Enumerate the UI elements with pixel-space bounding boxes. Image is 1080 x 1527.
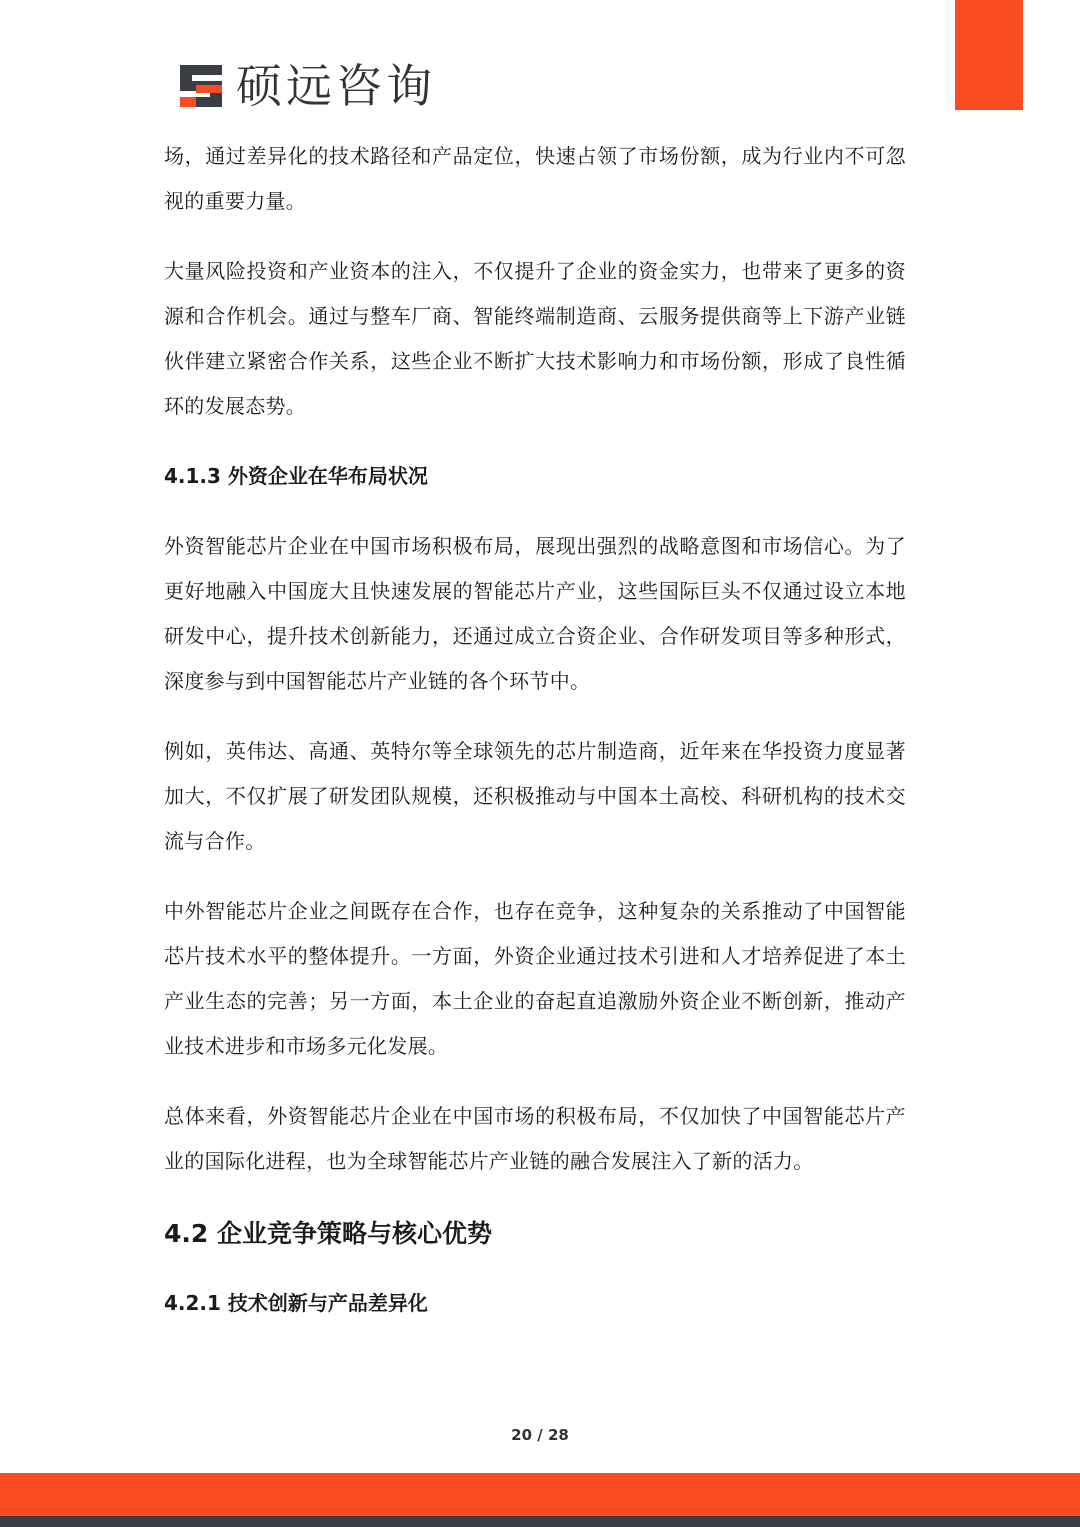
company-logo bbox=[176, 58, 436, 114]
page-number: 20 / 28 bbox=[511, 1426, 569, 1444]
paragraph: 外资智能芯片企业在中国市场积极布局，展现出强烈的战略意图和市场信心。为了更好地融入中国庞大且快速发展的智能芯片产业，这些国际巨头不仅通过设立本地研发中心，提升技术创新能力，还通过成立合资企业、合作研发项目等多种形式，深度参与到中国智能芯片产业链的各个环节中。 bbox=[164, 534, 906, 693]
paragraph: 中外智能芯片企业之间既存在合作，也存在竞争，这种复杂的关系推动了中国智能芯片技术水平的整体提升。一方面，外资企业通过技术引进和人才培养促进了本土产业生态的完善；另一方面，本土企业的奋起直追激励外资企业不断创新，推动产业技术进步和市场多元化发展。 bbox=[164, 899, 906, 1058]
section-heading-4-2: 4.2 企业竞争策略与核心优势 bbox=[164, 1219, 492, 1248]
footer-dark-line bbox=[0, 1516, 1080, 1527]
company-name: 硕远咨询 bbox=[236, 59, 436, 113]
paragraph: 大量风险投资和产业资本的注入，不仅提升了企业的资金实力，也带来了更多的资源和合作机会。通过与整车厂商、智能终端制造商、云服务提供商等上下游产业链伙伴建立紧密合作关系，这些企业不断扩大技术影响力和市场份额，形成了良性循环的发展态势。 bbox=[164, 259, 906, 418]
main-content bbox=[164, 134, 906, 1351]
paragraph: 总体来看，外资智能芯片企业在中国市场的积极布局，不仅加快了中国智能芯片产业的国际化进程，也为全球智能芯片产业链的融合发展注入了新的活力。 bbox=[164, 1104, 906, 1173]
paragraph: 场，通过差异化的技术路径和产品定位，快速占领了市场份额，成为行业内不可忽视的重要力量。 bbox=[164, 144, 906, 213]
section-heading-4-1-3: 4.1.3 外资企业在华布局状况 bbox=[164, 464, 428, 488]
company-logo-mark-icon bbox=[176, 61, 226, 111]
footer-accent-bar bbox=[0, 1473, 1080, 1516]
section-heading-4-2-1: 4.2.1 技术创新与产品差异化 bbox=[164, 1291, 428, 1315]
corner-accent-tab bbox=[955, 0, 1023, 110]
paragraph: 例如，英伟达、高通、英特尔等全球领先的芯片制造商，近年来在华投资力度显著加大，不仅扩展了研发团队规模，还积极推动与中国本土高校、科研机构的技术交流与合作。 bbox=[164, 739, 906, 853]
